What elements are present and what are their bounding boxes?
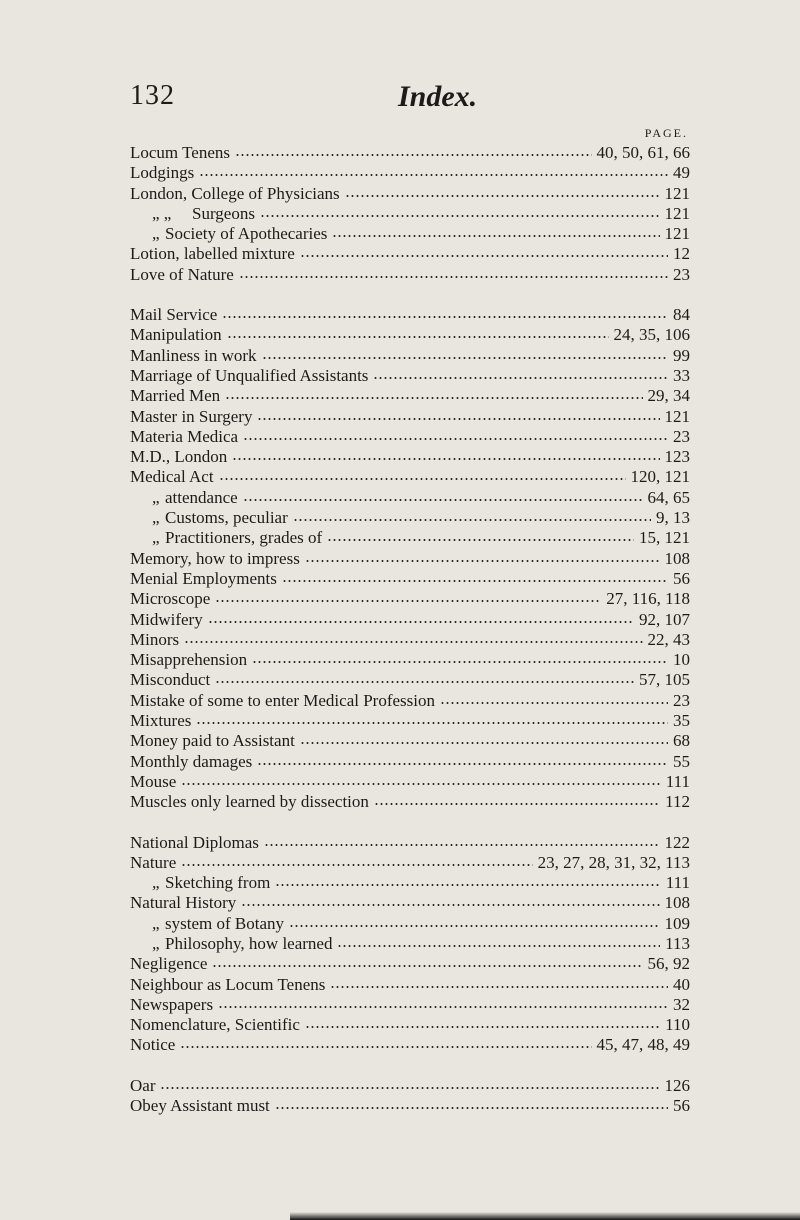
index-subentry [130,873,690,893]
dot-leader [199,173,668,177]
index-entry [130,447,690,467]
index-term: Natural History [130,893,237,913]
page-header [130,80,690,120]
page-references: 109 [664,913,690,933]
dot-leader [243,437,668,441]
page-references: 49 [673,163,690,183]
index-term: Society of Apothecaries [165,224,328,244]
dot-leader [330,985,668,989]
index-entry [130,610,690,630]
page-references: 92, 107 [639,609,690,629]
dot-leader [225,396,642,400]
dot-leader [222,315,668,319]
page-references: 23 [673,426,690,446]
index-entry [130,549,690,569]
dot-leader [275,1106,668,1110]
dot-leader [440,701,668,705]
index-entry [130,975,690,995]
dot-leader [282,579,668,583]
dot-leader [374,802,660,806]
dot-leader [305,1025,660,1029]
index-term: Manliness in work [130,345,257,365]
dot-leader [264,843,660,847]
dot-leader [218,1005,668,1009]
index-term: Locum Tenens [130,143,230,162]
dot-leader [293,518,651,522]
ditto-mark: „ [152,528,160,548]
dot-leader [215,599,601,603]
dot-leader [289,924,660,928]
page-references: 56 [673,1096,690,1116]
ditto-mark: „ [152,508,160,528]
index-term: M.D., London [130,447,228,467]
index-term: Medical Act [130,467,214,487]
index-entry [130,954,690,974]
index-term: attendance [165,487,238,507]
index-term: Married Men [130,386,221,406]
index-term: Misapprehension [130,650,248,670]
dot-leader [337,944,660,948]
page-references: 108 [664,893,690,913]
index-term: Nature [130,852,177,872]
index-entry [130,670,690,690]
index-entry [130,752,690,772]
index-term: Marriage of Unqualified Assistants [130,365,369,385]
index-term: National Diplomas [130,832,259,852]
index-term: Menial Employments [130,568,277,588]
index-term: Notice [130,1035,176,1055]
dot-leader [252,660,668,664]
page-references: 122 [664,832,690,852]
page-references: 68 [673,731,690,751]
index-term: Newspapers [130,994,214,1014]
index-entry [130,407,690,427]
index-entry [130,691,690,711]
page-references: 55 [673,751,690,771]
index-term: Customs, peculiar [165,508,288,528]
page-references: 99 [673,345,690,365]
index-term: Practitioners, grades of [165,528,323,548]
dot-leader [241,903,659,907]
index-entry [130,163,690,183]
dot-leader [262,356,668,360]
index-entry [130,1035,690,1055]
page-references: 23, 27, 28, 31, 32, 113 [537,852,690,872]
index-term: Money paid to Assistant [130,731,295,751]
dot-leader [235,153,592,157]
index-term: Sketching from [165,873,271,893]
index-term: Manipulation [130,325,222,345]
dot-leader [300,741,668,745]
index-term: Neighbour as Locum Tenens [130,974,326,994]
index-entry [130,1096,690,1116]
ditto-mark: „ [152,224,160,244]
page-references: 15, 121 [639,528,690,548]
index-entry [130,386,690,406]
page-references: 113 [665,933,690,953]
index-entry [130,244,690,264]
page-references: 27, 116, 118 [606,589,690,609]
ditto-mark: „ [152,487,160,507]
dot-leader [305,559,660,563]
index-entry [130,1076,690,1096]
index-entry [130,1015,690,1035]
ditto-mark: „ [152,873,160,893]
index-subentry [130,488,690,508]
index-entry [130,569,690,589]
dot-leader [232,457,659,461]
index-entry [130,772,690,792]
index-subentry [130,204,690,224]
index-section [130,305,690,812]
page-references: 9, 13 [656,508,690,528]
index-term: Memory, how to impress [130,548,300,568]
ditto-mark: „ [152,933,160,953]
page-references: 64, 65 [647,487,690,507]
dot-leader [181,782,660,786]
index-subentry [130,528,690,548]
index-entry [130,853,690,873]
index-term: Oar [130,1075,156,1095]
dot-leader [257,762,668,766]
page-references: 121 [664,406,690,426]
index-entry [130,650,690,670]
index-term: Lotion, labelled mixture [130,244,295,264]
dot-leader [215,680,634,684]
index-term: Materia Medica [130,426,239,446]
dot-leader [327,538,634,542]
index-entry [130,427,690,447]
index-section [130,1076,690,1117]
page-references: 121 [664,224,690,244]
page-references: 29, 34 [647,386,690,406]
page-references: 121 [664,203,690,223]
dot-leader [260,214,660,218]
page-references: 12 [673,244,690,264]
index-entry [130,184,690,204]
index-term: Master in Surgery [130,406,253,426]
page-references: 10 [673,650,690,670]
index-list [130,143,690,1136]
page-references: 23 [673,690,690,710]
page-references: 45, 47, 48, 49 [596,1035,690,1055]
index-term: Mixtures [130,711,192,731]
index-term: Microscope [130,589,211,609]
page-column-label: PAGE. [644,126,688,140]
index-entry [130,143,690,163]
index-entry [130,467,690,487]
index-entry [130,711,690,731]
index-entry [130,325,690,345]
page-references: 84 [673,305,690,325]
page-references: 112 [665,792,690,812]
index-term: Lodgings [130,163,195,183]
index-entry [130,346,690,366]
dot-leader [243,498,643,502]
page-references: 56, 92 [647,954,690,974]
dot-leader [239,275,668,279]
dot-leader [212,964,642,968]
index-section [130,143,690,285]
page-references: 40 [673,974,690,994]
index-term: Muscles only learned by dissection [130,792,369,812]
page-references: 111 [665,771,690,791]
page-references: 32 [673,994,690,1014]
index-entry [130,265,690,285]
page-references: 40, 50, 61, 66 [596,143,690,162]
page-edge-shadow [290,1212,800,1220]
dot-leader [257,417,659,421]
index-entry [130,589,690,609]
index-term: Mail Service [130,305,218,325]
index-subentry [130,224,690,244]
page-references: 126 [664,1075,690,1095]
page-references: 120, 121 [630,467,690,487]
index-entry [130,731,690,751]
page-references: 22, 43 [647,629,690,649]
dot-leader [300,254,668,258]
index-term: Midwifery [130,609,203,629]
index-entry [130,833,690,853]
dot-leader [196,721,668,725]
index-term: Mouse [130,771,177,791]
dot-leader [184,640,642,644]
dot-leader [219,477,626,481]
index-term: Minors [130,629,180,649]
index-entry [130,995,690,1015]
index-subentry [130,934,690,954]
page-references: 56 [673,568,690,588]
dot-leader [160,1086,659,1090]
page-references: 33 [673,365,690,385]
index-entry [130,792,690,812]
page-references: 24, 35, 106 [613,325,690,345]
index-term: Nomenclature, Scientific [130,1015,300,1035]
dot-leader [373,376,668,380]
index-term: London, College of Physicians [130,183,340,203]
dot-leader [275,883,660,887]
page-references: 111 [665,873,690,893]
index-term: Misconduct [130,670,211,690]
index-term: system of Botany [165,913,284,933]
index-entry [130,630,690,650]
index-term: Surgeons [192,203,255,223]
index-subentry [130,914,690,934]
page-references: 23 [673,264,690,284]
ditto-mark: „ [152,913,160,933]
page-references: 35 [673,711,690,731]
index-entry [130,366,690,386]
index-subentry [130,508,690,528]
page-title: Index. [398,80,478,113]
index-term: Obey Assistant must [130,1096,270,1116]
page-number: 132 [130,80,175,111]
dot-leader [345,194,660,198]
index-term: Monthly damages [130,751,253,771]
dot-leader [208,620,634,624]
page-references: 121 [664,183,690,203]
page-references: 108 [664,548,690,568]
page-references: 57, 105 [639,670,690,690]
page-references: 123 [664,447,690,467]
index-section [130,833,690,1056]
index-term: Negligence [130,954,208,974]
dot-leader [332,234,659,238]
index-term: Mistake of some to enter Medical Profession [130,690,435,710]
dot-leader [181,863,532,867]
index-entry [130,893,690,913]
dot-leader [227,335,609,339]
dot-leader [180,1045,591,1049]
index-term: Philosophy, how learned [165,933,333,953]
index-entry [130,305,690,325]
index-term: Love of Nature [130,264,234,284]
ditto-mark: „ „ [152,203,172,223]
page-references: 110 [665,1015,690,1035]
